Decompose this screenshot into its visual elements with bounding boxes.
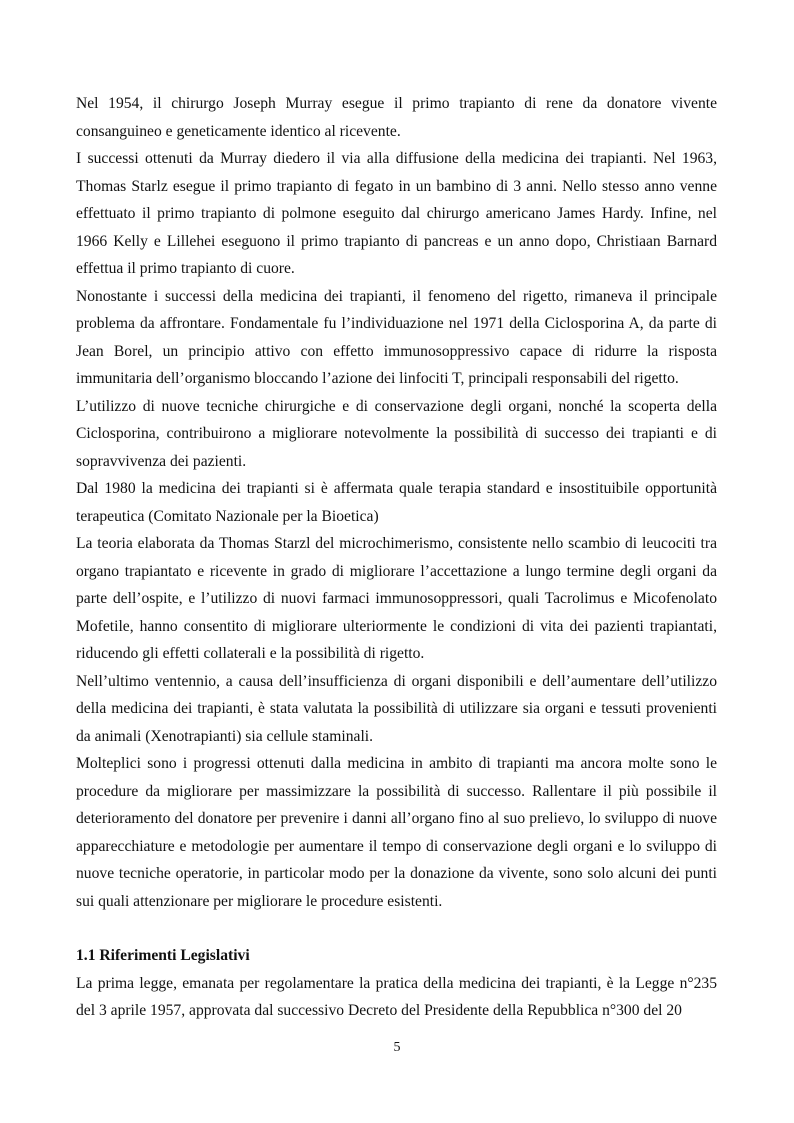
paragraph-transplant-history: I successi ottenuti da Murray diedero il via alla diffusione della medicina dei trapianti. Nel 1963, Thomas Starlz esegue il primo trapianto di fegato in un bambino di 3 anni. Nello stesso anno venne effettuato il primo trapianto di polmone eseguito dal chirurgo americano James Hardy. Infine, nel 1966 Kelly e Lillehei eseguono il primo trapianto di pancreas e un anno dopo, Christiaan Barnard effettua il primo trapianto di cuore. [76, 150, 717, 277]
paragraph-xenotransplant: Nell’ultimo ventennio, a causa dell’insufficienza di organi disponibili e dell’aumentare dell’utilizzo della medicina dei trapianti, è stata valutata la possibilità di utilizzare sia organi e tessuti provenienti da animali (Xenotrapianti) sia cellule staminali. [76, 672, 717, 745]
paragraph-standard-therapy: Dal 1980 la medicina dei trapianti si è affermata quale terapia standard e insostituibile opportunità terapeutica (Comitato Nazionale per la Bioetica) [76, 480, 717, 525]
paragraph-surgical-techniques: L’utilizzo di nuove tecniche chirurgiche e di conservazione degli organi, nonché la scoperta della Ciclosporina, contribuirono a migliorare notevolmente la possibilità di successo dei trapianti e di sopravvivenza dei pazienti. [76, 397, 717, 470]
section-heading: 1.1 Riferimenti Legislativi [76, 947, 250, 964]
paragraph-microchimerism: La teoria elaborata da Thomas Starzl del microchimerismo, consistente nello scambio di leucociti tra organo trapiantato e ricevente in grado di migliorare l’accettazione a lungo termine degli organi da parte dell’ospite, e l’utilizzo di nuovi farmaci immunosoppressori, quali Tacrolimus e Micofenolato Mofetile, hanno consentito di migliorare ulteriormente le condizioni di vita dei pazienti trapiantati, riducendo gli effetti collaterali e la possibilità di rigetto. [76, 535, 717, 662]
paragraph-rejection-ciclosporina: Nonostante i successi della medicina dei trapianti, il fenomeno del rigetto, rimaneva il principale problema da affrontare. Fondamentale fu l’individuazione nel 1971 della Ciclosporina A, da parte di Jean Borel, un principio attivo con effetto immunosoppressivo capace di ridurre la risposta immunitaria dell’organismo bloccando l’azione dei linfociti T, principali responsabili del rigetto. [76, 287, 717, 387]
page-number: 5 [393, 1040, 401, 1055]
document-page [76, 90, 717, 1025]
paragraph-progress: Molteplici sono i progressi ottenuti dalla medicina in ambito di trapianti ma ancora molte sono le procedure da migliorare per massimizzare la possibilità di successo. Rallentare il più possibile il deterioramento del donatore per prevenire i danni all’organo fino al suo prelievo, lo sviluppo di nuove apparecchiature e metodologie per aumentare il tempo di conservazione degli organi e lo sviluppo di nuove tecniche operatorie, in particolar modo per la donazione da vivente, sono solo alcuni dei punti sui quali attenzionare per migliorare le procedure esistenti. [76, 755, 717, 910]
paragraph-murray-1954: Nel 1954, il chirurgo Joseph Murray esegue il primo trapianto di rene da donatore vivente consanguineo e geneticamente identico al ricevente. [76, 95, 717, 140]
paragraph-legislation: La prima legge, emanata per regolamentare la pratica della medicina dei trapianti, è la Legge n°235 del 3 aprile 1957, approvata dal successivo Decreto del Presidente della Repubblica n°300 del 20 [76, 974, 717, 1019]
